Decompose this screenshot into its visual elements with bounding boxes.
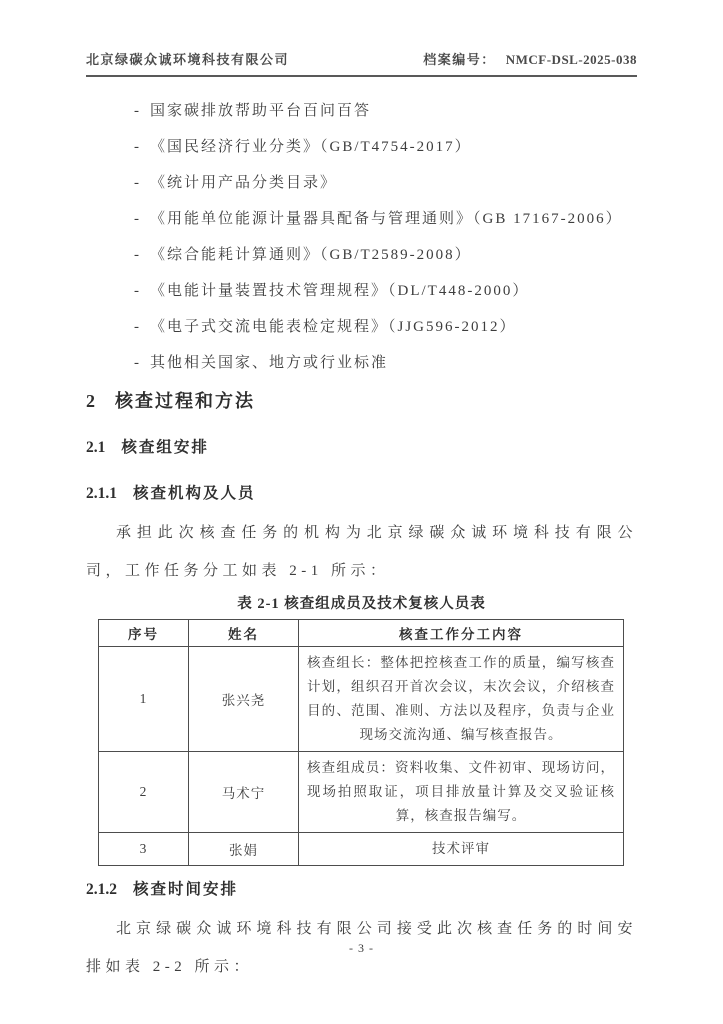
dash-bullet: - xyxy=(134,247,141,263)
table-header-row xyxy=(99,620,624,647)
dash-bullet: - xyxy=(134,175,141,191)
dash-bullet: - xyxy=(134,355,141,371)
section-number: 2.1 xyxy=(86,439,106,456)
list-item-text: 《统计用产品分类目录》 xyxy=(150,175,338,191)
table-row xyxy=(99,647,624,752)
section-title: 核查组安排 xyxy=(121,439,209,456)
schedule-intro-paragraph: 北京绿碳众诚环境科技有限公司接受此次核查任务的时间安排如表 2-2 所示： xyxy=(86,921,637,975)
cell-name: 张娟 xyxy=(189,833,299,866)
section-number: 2 xyxy=(86,391,95,411)
reference-list xyxy=(86,101,637,373)
team-intro-paragraph: 承担此次核查任务的机构为北京绿碳众诚环境科技有限公司，工作任务分工如表 2-1 所示： xyxy=(86,525,637,579)
dash-bullet: - xyxy=(134,103,141,119)
dash-bullet: - xyxy=(134,139,141,155)
list-item xyxy=(86,245,637,265)
section-heading-2 xyxy=(86,389,637,413)
list-item xyxy=(86,173,637,193)
list-item xyxy=(86,317,637,337)
list-item-text: 国家碳排放帮助平台百问百答 xyxy=(150,103,372,119)
cell-no: 3 xyxy=(99,833,189,866)
archive-number: NMCF-DSL-2025-038 xyxy=(505,52,637,67)
archive-number-group xyxy=(423,49,637,68)
list-item xyxy=(86,101,637,121)
table-caption: 表 2-1 核查组成员及技术复核人员表 xyxy=(237,596,486,612)
members-table xyxy=(98,619,624,866)
table-row xyxy=(99,833,624,866)
section-title: 核查机构及人员 xyxy=(133,485,256,502)
cell-no: 2 xyxy=(99,752,189,833)
list-item-text: 《综合能耗计算通则》（GB/T2589-2008） xyxy=(150,247,472,263)
list-item xyxy=(86,281,637,301)
cell-name: 张兴尧 xyxy=(189,647,299,752)
list-item xyxy=(86,209,637,229)
section-number: 2.1.2 xyxy=(86,881,117,898)
list-item-text: 《电能计量装置技术管理规程》（DL/T448-2000） xyxy=(150,283,530,299)
page-header xyxy=(86,0,637,77)
cell-name: 马术宁 xyxy=(189,752,299,833)
section-number: 2.1.1 xyxy=(86,485,117,502)
list-item xyxy=(86,137,637,157)
dash-bullet: - xyxy=(134,319,141,335)
dash-bullet: - xyxy=(134,211,141,227)
page-number: - 3 - xyxy=(349,941,374,955)
section-title: 核查时间安排 xyxy=(133,881,239,898)
section-heading-2-1 xyxy=(86,437,637,459)
list-item-text: 其他相关国家、地方或行业标准 xyxy=(150,355,389,371)
col-header-duty: 核查工作分工内容 xyxy=(299,620,624,647)
col-header-name: 姓名 xyxy=(189,620,299,647)
section-heading-2-1-2 xyxy=(86,879,637,901)
col-header-no: 序号 xyxy=(99,620,189,647)
cell-duty: 技术评审 xyxy=(299,833,624,866)
table-row xyxy=(99,752,624,833)
list-item-text: 《国民经济行业分类》（GB/T4754-2017） xyxy=(150,139,472,155)
list-item xyxy=(86,353,637,373)
cell-duty: 核查组成员：资料收集、文件初审、现场访问，现场拍照取证，项目排放量计算及交叉验证核算，核查报告编写。 xyxy=(299,752,624,833)
cell-duty: 核查组长：整体把控核查工作的质量，编写核查计划，组织召开首次会议，末次会议，介绍核查目的、范围、准则、方法以及程序，负责与企业现场交流沟通、编写核查报告。 xyxy=(299,647,624,752)
cell-no: 1 xyxy=(99,647,189,752)
dash-bullet: - xyxy=(134,283,141,299)
list-item-text: 《电子式交流电能表检定规程》（JJG596-2012） xyxy=(150,319,517,335)
section-title: 核查过程和方法 xyxy=(115,391,255,411)
archive-label: 档案编号： xyxy=(423,52,496,67)
list-item-text: 《用能单位能源计量器具配备与管理通则》（GB 17167-2006） xyxy=(150,211,623,227)
company-name: 北京绿碳众诚环境科技有限公司 xyxy=(86,52,290,67)
section-heading-2-1-1 xyxy=(86,483,637,505)
